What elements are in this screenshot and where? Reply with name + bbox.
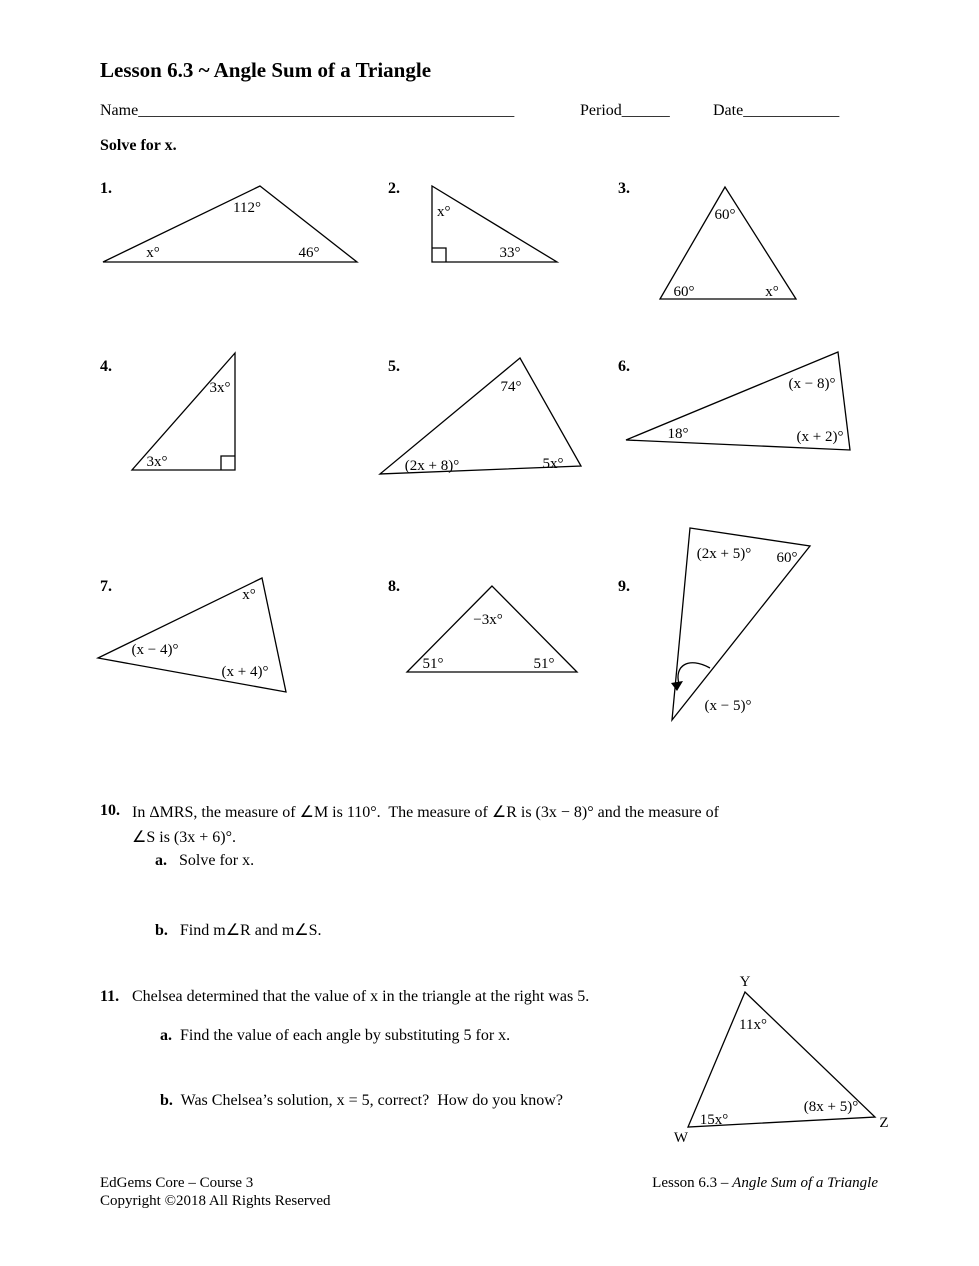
problem-11-text: Chelsea determined that the value of x in the triangle at the right was 5. [132, 988, 590, 1005]
instruction-text: Solve for x. [100, 137, 177, 154]
problem-11-part-b [160, 1092, 563, 1110]
angle-label: 112° [233, 200, 261, 216]
triangle-figure-9 [658, 518, 823, 730]
angle-label: 51° [422, 656, 444, 672]
problem-9-number: 9. [618, 578, 630, 595]
angle-label: 60° [714, 207, 736, 223]
problem-8-number: 8. [388, 578, 400, 595]
angle-label: (2x + 8)° [404, 458, 460, 474]
part-b-text: Was Chelsea’s solution, x = 5, correct? How do you know? [180, 1092, 563, 1109]
angle-label: 3x° [209, 380, 231, 396]
problem-4-number: 4. [100, 358, 112, 375]
right-angle-mark [221, 456, 235, 470]
triangle-figure-8 [395, 578, 590, 678]
page-title: Lesson 6.3 ~ Angle Sum of a Triangle [100, 58, 432, 82]
triangle-figure-5 [370, 352, 585, 480]
angle-label: (x − 5)° [704, 698, 752, 714]
angle-label: 15x° [699, 1112, 729, 1128]
triangle-2-shape [432, 186, 557, 262]
footer-left-line2: Copyright ©2018 All Rights Reserved [100, 1193, 331, 1209]
footer-right [560, 1175, 878, 1192]
triangle-figure-6 [618, 345, 863, 457]
angle-label: x° [242, 587, 256, 603]
angle-label: x° [765, 284, 779, 300]
angle-pointer-arrow [678, 663, 710, 684]
angle-label: (x + 2)° [796, 429, 844, 445]
problem-10-text-line1: In ΔMRS, the measure of ∠M is 110°. The measure of ∠R is (3x − 8)° and the measure of [132, 804, 719, 821]
vertex-label: Y [739, 974, 751, 990]
problem-10-text-line2: ∠S is (3x + 6)°. [132, 829, 236, 846]
part-a-label: a. [155, 852, 167, 869]
angle-label: 51° [533, 656, 555, 672]
angle-label: 60° [776, 550, 798, 566]
problem-11-number: 11. [100, 988, 120, 1005]
triangle-figure-11 [668, 972, 893, 1147]
problem-10-part-b [155, 920, 322, 940]
date-field-label: Date____________ [713, 102, 840, 119]
angle-label: 33° [499, 245, 521, 261]
problem-10-number: 10. [100, 802, 120, 819]
triangle-figure-2 [425, 180, 565, 268]
part-b-text: Find m∠R and m∠S. [179, 922, 322, 939]
footer-left-line1: EdGems Core – Course 3 [100, 1175, 254, 1191]
triangle-figure-3 [648, 180, 813, 308]
right-angle-mark [432, 248, 446, 262]
problem-2-number: 2. [388, 180, 400, 197]
angle-label: 5x° [542, 456, 564, 472]
part-a-label: a. [160, 1027, 172, 1044]
angle-label: (2x + 5)° [696, 546, 752, 562]
problem-10-part-a [155, 852, 254, 870]
angle-label: (x + 4)° [221, 664, 269, 680]
problem-11-part-a [160, 1027, 510, 1045]
triangle-3-shape [660, 187, 796, 299]
problem-5-number: 5. [388, 358, 400, 375]
part-b-label: b. [160, 1092, 173, 1109]
angle-label: x° [146, 245, 160, 261]
triangle-figure-1 [95, 180, 365, 268]
part-a-text: Solve for x. [179, 852, 255, 869]
period-field-label: Period______ [580, 102, 670, 119]
problem-3-number: 3. [618, 180, 630, 197]
triangle-figure-4 [125, 348, 245, 478]
vertex-label: W [673, 1130, 689, 1146]
footer-right-prefix: Lesson 6.3 – [652, 1175, 733, 1191]
problem-1-number: 1. [100, 180, 112, 197]
angle-label: (x − 4)° [131, 642, 179, 658]
vertex-label: Z [879, 1115, 889, 1131]
angle-label: −3x° [473, 612, 503, 628]
angle-label: 11x° [739, 1017, 767, 1033]
problem-6-number: 6. [618, 358, 630, 375]
angle-label: 18° [667, 426, 689, 442]
angle-label: (x − 8)° [788, 376, 836, 392]
footer-right-title: Angle Sum of a Triangle [732, 1175, 878, 1191]
name-field-label: Name_______________________________________________ [100, 102, 515, 119]
triangle-4-shape [132, 353, 235, 470]
angle-label: 3x° [146, 454, 168, 470]
angle-label: 74° [500, 379, 522, 395]
angle-label: 60° [673, 284, 695, 300]
arrowhead-icon [671, 681, 683, 691]
problem-7-number: 7. [100, 578, 112, 595]
part-a-text: Find the value of each angle by substituting 5 for x. [180, 1027, 511, 1044]
angle-label: (8x + 5)° [803, 1099, 859, 1115]
angle-label: 46° [298, 245, 320, 261]
triangle-figure-7 [90, 570, 295, 698]
angle-label: x° [437, 204, 451, 220]
part-b-label: b. [155, 922, 168, 939]
